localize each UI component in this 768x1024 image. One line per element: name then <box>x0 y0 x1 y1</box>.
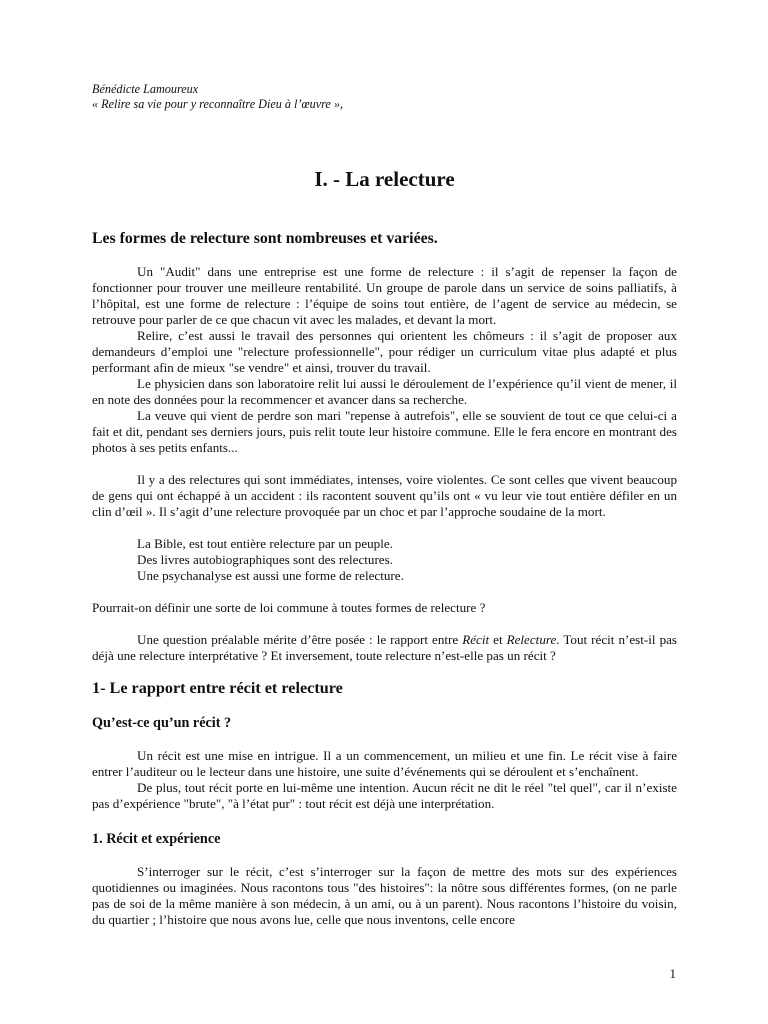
list-item: Une psychanalyse est aussi une forme de relecture. <box>137 568 404 583</box>
text-segment: et <box>489 632 507 647</box>
section-heading-rapport: 1- Le rapport entre récit et relecture <box>92 679 343 697</box>
emphasis-recit: Récit <box>462 632 490 647</box>
list-item: La Bible, est tout entière relecture par un peuple. <box>137 536 393 551</box>
paragraph-audit: Un "Audit" dans une entreprise est une forme de relecture : il s’agit de repenser la façon de fonctionner pour trouver une meilleure rentabilité. Un groupe de parole dans un service de soins palliatifs, à l’hôpital, est une forme de relecture : l’équipe de soins tout entière, de l’agent de service au médecin, se retrouve pour parler de ce que chacun vit avec les malades, et devant la mort. <box>92 264 677 327</box>
page-number: 1 <box>669 966 676 981</box>
paragraph-intention: De plus, tout récit porte en lui-même une intention. Aucun récit ne dit le réel "tel quel", car il n’existe pas d’expérience "brute", "à l’état pur" : tout récit est déjà une interprétation. <box>92 780 677 811</box>
paragraph-mise-en-intrigue: Un récit est une mise en intrigue. Il a un commencement, un milieu et une fin. Le récit vise à faire entrer l’auditeur ou le lecteur dans une histoire, une suite d’événements qui se déroulent et s’enchaînent. <box>92 748 677 779</box>
paragraph-interroger: S’interroger sur le récit, c’est s’interroger sur la façon de mettre des mots sur des expériences quotidiennes ou imaginées. Nous racontons tous "des histoires": la nôtre sous différentes formes, (on ne parle pas de soi de la même manière à son médecin, à un ami, ou à un parent). Nous racontons l’histoire du voisin, du quartier ; l’histoire que nous avons lue, celle que nous inventons, celle encore <box>92 864 677 927</box>
author-line: Bénédicte Lamoureux <box>92 82 199 96</box>
paragraph-question-prealable <box>92 632 677 664</box>
text-segment: . Tout récit n’est-il pas déjà une relecture interprétative ? Et inversement, toute relecture n’est-elle pas un récit ? <box>92 632 678 663</box>
subheading-recit: Qu’est-ce qu’un récit ? <box>92 715 232 731</box>
text-segment: Une question préalable mérite d’être posée : le rapport entre <box>137 632 463 647</box>
source-line: « Relire sa vie pour y reconnaître Dieu à l’œuvre », <box>92 97 344 111</box>
examples-list <box>137 536 677 584</box>
paragraph-physicien: Le physicien dans son laboratoire relit lui aussi le déroulement de l’expérience qu’il vient de mener, il en note des données pour la recommencer et avancer dans sa recherche. <box>92 376 677 407</box>
paragraph-immediates: Il y a des relectures qui sont immédiates, intenses, voire violentes. Ce sont celles que vivent beaucoup de gens qui ont échappé à un accident : ils racontent souvent qu’ils ont « vu leur vie tout entière défiler en un clin d’œil ». Il s’agit d’une relecture provoquée par un choc et par l’approche soudaine de la mort. <box>92 472 677 519</box>
page-content <box>92 82 677 928</box>
emphasis-relecture: Relecture <box>506 632 557 647</box>
list-item: Des livres autobiographiques sont des relectures. <box>137 552 393 567</box>
forms-heading: Les formes de relecture sont nombreuses et variées. <box>92 230 438 247</box>
question-line: Pourrait-on définir une sorte de loi commune à toutes formes de relecture ? <box>92 600 486 615</box>
paragraph-chomeurs: Relire, c’est aussi le travail des personnes qui orientent les chômeurs : il s’agit de proposer aux demandeurs d’emploi une "relecture professionnelle", pour rédiger un curriculum vitae plus adapté et plus performant afin de mieux "se vendre" et ainsi, trouver du travail. <box>92 328 677 375</box>
page-title: I. - La relecture <box>314 167 455 191</box>
paragraph-veuve: La veuve qui vient de perdre son mari "repense à autrefois", elle se souvient de tout ce que celui-ci a fait et dit, pendant ses derniers jours, puis relit toute leur histoire commune. Elle le fera encore en montrant des photos à ses petits enfants... <box>92 408 677 455</box>
subheading-recit-experience: 1. Récit et expérience <box>92 831 221 847</box>
